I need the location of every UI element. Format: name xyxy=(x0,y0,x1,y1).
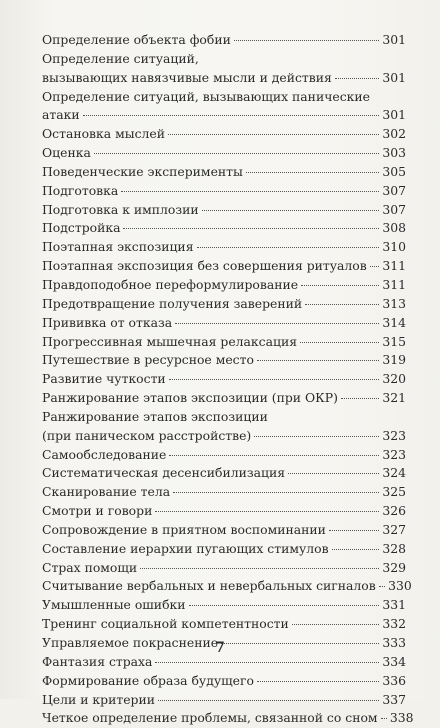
toc-entry-page: 302 xyxy=(382,126,406,142)
toc-entry xyxy=(42,88,406,126)
toc-entry-page: 332 xyxy=(382,616,406,632)
toc-entry-row xyxy=(42,521,406,540)
toc-entry-row xyxy=(42,31,406,50)
toc-entry-row xyxy=(42,276,406,295)
dot-leader xyxy=(173,492,379,493)
toc-entry-page: 323 xyxy=(382,446,406,462)
toc-entry xyxy=(42,201,406,220)
toc-entry-title-line1: Ранжирование этапов экспозиции xyxy=(42,408,268,424)
toc-entry xyxy=(42,163,406,182)
toc-entry xyxy=(42,144,406,163)
dot-leader xyxy=(292,624,379,625)
toc-entry-page: 320 xyxy=(382,371,406,387)
toc-entry-title: Развитие чуткости xyxy=(42,371,166,387)
toc-entry-page: 301 xyxy=(382,107,406,123)
toc-entry xyxy=(42,502,406,521)
toc-entry-title: Предотвращение получения заверений xyxy=(42,295,303,311)
toc-entry-row xyxy=(42,295,406,314)
toc-entry xyxy=(42,596,406,615)
toc-entry xyxy=(42,559,406,578)
dot-leader xyxy=(234,40,379,41)
toc-entry-row xyxy=(42,351,406,370)
toc-entry xyxy=(42,333,406,352)
toc-entry xyxy=(42,691,406,710)
dot-leader xyxy=(381,718,387,719)
toc-entry-page: 336 xyxy=(382,672,406,688)
toc-entry-title: Самообследование xyxy=(42,446,167,462)
toc-entry-row xyxy=(42,577,412,596)
dot-leader xyxy=(94,153,379,154)
dot-leader xyxy=(379,586,385,587)
toc-entry-title: Прогрессивная мышечная релаксация xyxy=(42,333,298,349)
toc-entry-row xyxy=(42,615,406,634)
toc-entry xyxy=(42,50,406,88)
dot-leader xyxy=(335,78,379,79)
toc-entry-page: 329 xyxy=(382,559,406,575)
toc-entry xyxy=(42,446,406,465)
toc-entry-title: Составление иерархии пугающих стимулов xyxy=(42,540,329,556)
toc-entry-row xyxy=(42,144,406,163)
toc-entry-title: Управляемое покраснение xyxy=(42,635,219,650)
toc-entry-row xyxy=(42,389,406,408)
toc-entry-row xyxy=(42,596,406,615)
dot-leader xyxy=(301,285,379,286)
toc-entry-title: Определение объекта фобии xyxy=(42,32,231,47)
dot-leader xyxy=(189,605,379,606)
toc-entry xyxy=(42,389,406,408)
dot-leader xyxy=(155,511,379,512)
dot-leader xyxy=(305,304,379,305)
dot-leader xyxy=(169,455,379,456)
toc-entry-title: Систематическая десенсибилизация xyxy=(42,465,286,481)
toc-entry-title: Поведенческие эксперименты xyxy=(42,163,243,179)
toc-entry-page: 331 xyxy=(382,597,406,613)
toc-entry-page: 325 xyxy=(382,484,406,500)
toc-entry-row xyxy=(42,182,406,201)
toc-entry-row xyxy=(42,502,406,521)
dot-leader xyxy=(257,360,379,361)
toc-entry xyxy=(42,257,406,276)
toc-entry-page: 330 xyxy=(388,578,412,594)
toc-entry-page: 319 xyxy=(382,352,406,368)
toc-entry-row xyxy=(42,483,406,502)
toc-entry-row xyxy=(42,238,406,257)
toc-entry-title: Оценка xyxy=(42,145,91,161)
toc-entry-title: Считывание вербальных и невербальных сигналов xyxy=(42,578,376,594)
toc-entry-title: Сканирование тела xyxy=(42,484,171,500)
toc-entry-title: Четкое определение проблемы, связанной со сном xyxy=(42,710,378,726)
dot-leader xyxy=(246,172,379,173)
toc-entry xyxy=(42,709,414,728)
toc-entry xyxy=(42,577,412,596)
toc-entry xyxy=(42,408,406,446)
toc-entry-title: атаки xyxy=(42,107,80,123)
dot-leader xyxy=(300,342,379,343)
toc-entry xyxy=(42,351,406,370)
toc-entry-page: 308 xyxy=(382,220,406,236)
toc-entry-page: 337 xyxy=(382,691,406,707)
dot-leader xyxy=(202,210,379,211)
toc-entry-row xyxy=(42,106,406,125)
dot-leader xyxy=(257,681,379,682)
dot-leader xyxy=(197,247,379,248)
toc-entry xyxy=(42,125,406,144)
toc-entry-title: Подстройка xyxy=(42,220,121,236)
dot-leader xyxy=(123,228,379,229)
dot-leader xyxy=(332,549,379,550)
toc-entry xyxy=(42,370,406,389)
toc-entry-page: 324 xyxy=(382,465,406,481)
toc-entry-title: Поэтапная экспозиция xyxy=(42,239,194,255)
toc-entry-page: 315 xyxy=(382,333,406,349)
toc-entry-title: вызывающих навязчивые мысли и действия xyxy=(42,69,332,85)
toc-entry-title-line1: Определение ситуаций, вызывающих панические xyxy=(42,88,371,104)
toc-entry-row xyxy=(42,370,406,389)
toc-entry-row xyxy=(42,540,406,559)
toc-entry-row xyxy=(42,427,406,446)
toc-entry-row xyxy=(42,163,406,182)
toc-entry-page: 305 xyxy=(382,163,406,179)
toc-entry-row xyxy=(42,446,406,465)
toc-entry xyxy=(42,483,406,502)
toc-entry-row xyxy=(42,314,406,333)
toc-entry-title: Цели и критерии xyxy=(42,691,155,707)
toc-entry-page: 301 xyxy=(382,69,406,85)
toc-entry-title: (при паническом расстройстве) xyxy=(42,427,252,443)
toc-entry xyxy=(42,295,406,314)
dot-leader xyxy=(83,115,379,116)
toc-entry xyxy=(42,276,406,295)
toc-entry-title: Формирование образа будущего xyxy=(42,672,254,688)
dot-leader xyxy=(140,568,379,569)
toc-entry-title: Прививка от отказа xyxy=(42,314,173,330)
page-number: 7 xyxy=(215,640,225,656)
toc-entry-row xyxy=(42,219,406,238)
toc-entry xyxy=(42,314,406,333)
toc-entry-page: 313 xyxy=(382,295,406,311)
toc-entry xyxy=(42,182,406,201)
dot-leader xyxy=(329,530,379,531)
toc-entry-page: 334 xyxy=(382,653,406,669)
toc-entry-page: 333 xyxy=(382,635,406,650)
toc-entry-title: Подготовка к имплозии xyxy=(42,201,199,217)
toc-entry-title: Ранжирование этапов экспозиции (при ОКР) xyxy=(42,390,338,406)
toc-entry xyxy=(42,219,406,238)
dot-leader xyxy=(254,436,379,437)
toc-entry-title: Остановка мыслей xyxy=(42,126,166,142)
toc-entry-row xyxy=(42,709,414,728)
toc-entry-row xyxy=(42,257,406,276)
toc-entry-page: 311 xyxy=(382,258,406,274)
toc-entry-page: 321 xyxy=(382,390,406,406)
toc-entry-title-line1: Определение ситуаций, xyxy=(42,50,199,66)
toc-entry-row xyxy=(42,125,406,144)
toc-entry xyxy=(42,238,406,257)
toc-entry-title: Путешествие в ресурсное место xyxy=(42,352,254,368)
dot-leader xyxy=(168,134,379,135)
toc-entry-row xyxy=(42,672,406,691)
toc-entry-row xyxy=(42,691,406,710)
toc-entry-page: 310 xyxy=(382,239,406,255)
toc-entry-page: 303 xyxy=(382,145,406,161)
toc-entry-row xyxy=(42,201,406,220)
toc-entry-page: 338 xyxy=(389,710,414,726)
toc-entry-page: 311 xyxy=(382,276,406,292)
toc-entry-title: Фантазия страха xyxy=(42,653,153,669)
toc-entry-page: 323 xyxy=(382,427,406,443)
toc-entry xyxy=(42,540,406,559)
toc-entry-title: Умышленные ошибки xyxy=(42,597,186,613)
dot-leader xyxy=(341,398,379,399)
toc-entry-page: 307 xyxy=(382,182,406,198)
toc-entry-page: 327 xyxy=(382,521,406,537)
toc-entry-row xyxy=(42,464,406,483)
toc-entry xyxy=(42,31,406,50)
toc-entry-title: Подготовка xyxy=(42,182,119,198)
toc-entry-page: 301 xyxy=(382,32,406,47)
dot-leader xyxy=(370,266,379,267)
toc-entry-row xyxy=(42,333,406,352)
toc-entry-page: 328 xyxy=(382,540,406,556)
toc-entry-title: Смотри и говори xyxy=(42,503,153,519)
toc-entry-page: 314 xyxy=(382,314,406,330)
dot-leader xyxy=(288,473,379,474)
toc-entry-title: Поэтапная экспозиция без совершения ритуалов xyxy=(42,258,367,274)
dot-leader xyxy=(121,191,379,192)
dot-leader xyxy=(169,379,379,380)
toc-entry-title: Правдоподобное переформулирование xyxy=(42,276,299,292)
toc-entry xyxy=(42,672,406,691)
toc-entry xyxy=(42,464,406,483)
toc-entry-row xyxy=(42,559,406,578)
toc-entry-title: Сопровождение в приятном воспоминании xyxy=(42,521,326,537)
toc-entry xyxy=(42,521,406,540)
toc-entry-row xyxy=(42,69,406,88)
toc-entry xyxy=(42,615,406,634)
dot-leader xyxy=(155,662,379,663)
table-of-contents xyxy=(42,31,414,728)
toc-entry-page: 326 xyxy=(382,503,406,519)
toc-entry-title: Страх помощи xyxy=(42,559,138,575)
dot-leader xyxy=(158,700,379,701)
toc-entry-page: 307 xyxy=(382,201,406,217)
toc-entry-title: Тренинг социальной компетентности xyxy=(42,616,289,632)
dot-leader xyxy=(175,323,379,324)
